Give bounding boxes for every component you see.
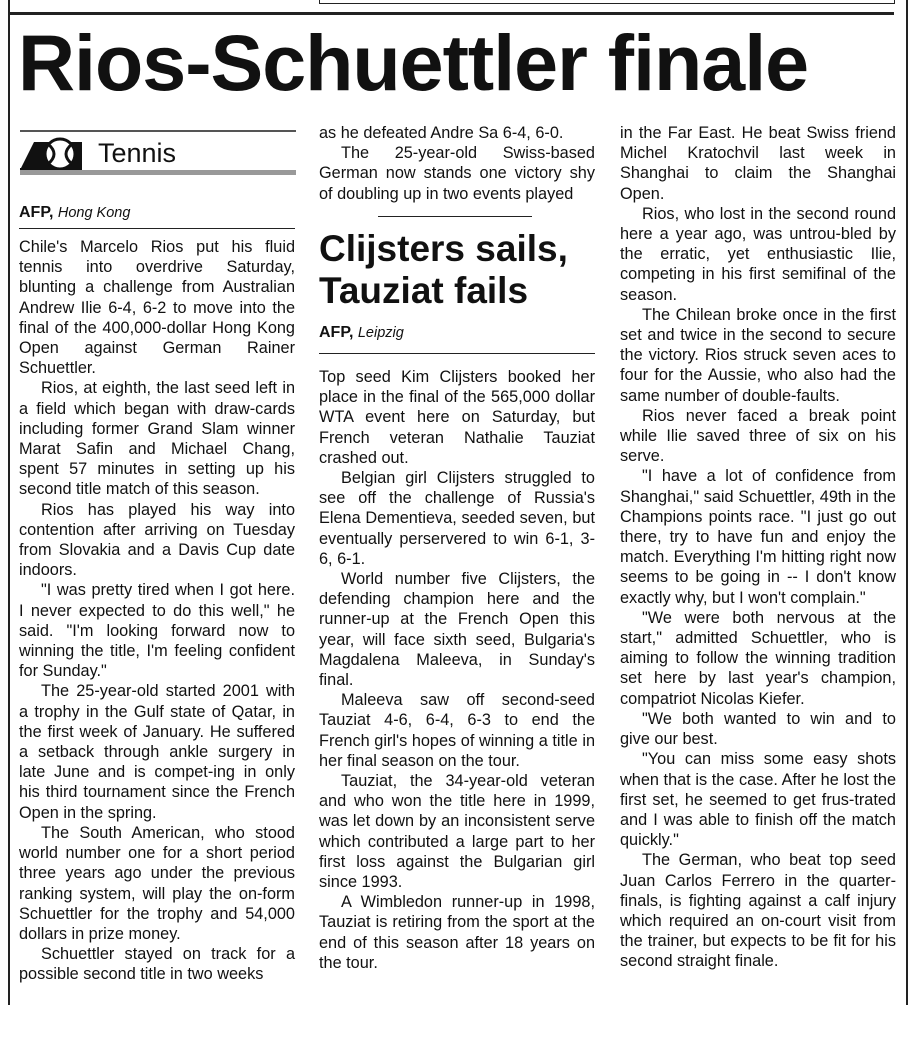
story-separator [378, 216, 532, 217]
story1-column-3 [620, 123, 896, 972]
left-border [8, 0, 10, 1005]
story2-paragraph: Belgian girl Clijsters struggled to see off the challenge of Russia's Elena Dementieva, seeded seven, but eventually perservered to win 6-1, 3-6, 6-1. [319, 469, 595, 568]
story2-paragraph: Maleeva saw off second-seed Tauziat 4-6, 6-4, 6-3 to end the French girl's hopes of winning a title in her final season on the tour. [319, 691, 595, 770]
story1-byline-rule [19, 228, 295, 229]
story1-paragraph: The 25-year-old Swiss-based German now stands one victory shy of doubling up in two events played [319, 144, 595, 203]
story1-paragraph: Rios, at eighth, the last seed left in a field which began with draw-cards including former Grand Slam winner Marat Safin and Michael Chang, spent 57 minutes in setting up his second title match of this season. [19, 379, 295, 499]
tennis-ball-icon [20, 132, 92, 172]
story1-column-1 [19, 237, 295, 985]
story1-paragraph: Rios has played his way into contention after arriving on Tuesday from Slovakia and a Davis Cup date indoors. [19, 500, 295, 580]
story1-byline [19, 204, 130, 222]
story2-paragraph: World number five Clijsters, the defending champion here and the runner-up at the French Open this year, will face sixth seed, Bulgaria's Magdalena Maleeva, in Sunday's final. [319, 570, 595, 690]
right-border [906, 0, 908, 1005]
story1-paragraph: "We both wanted to win and to give our best. [620, 709, 896, 749]
story1-paragraph: Rios never faced a break point while Ilie saved three of six on his serve. [620, 406, 896, 466]
story1-paragraph: "You can miss some easy shots when that is the case. After he lost the first set, he seemed to get frus-trated and I was able to finish off the match quickly." [620, 750, 896, 850]
story1-paragraph: "I have a lot of confidence from Shanghai," said Schuettler, 49th in the Champions points race. "I just go out there, try to have fun and enjoy the match. Everything I'm hitting right now seems to be going in -- I don't know exactly why, but I won't complain." [620, 467, 896, 607]
story2-agency: AFP, [319, 324, 354, 341]
top-rule [10, 12, 894, 15]
story2-paragraph: A Wimbledon runner-up in 1998, Tauziat is retiring from the sport at the end of this season after 18 years on the tour. [319, 893, 595, 972]
story1-paragraph: The German, who beat top seed Juan Carlos Ferrero in the quarter-finals, is fighting against a calf injury which required an on-court visit from the trainer, but expects to be fit for his second straight finale. [620, 851, 896, 971]
story1-paragraph: as he defeated Andre Sa 6-4, 6-0. [319, 124, 564, 142]
story2-headline: Clijsters sails, Tauziat fails [319, 228, 568, 311]
story2-byline-rule [319, 353, 595, 354]
story1-paragraph: in the Far East. He beat Swiss friend Michel Kratochvil last week in Shanghai to claim the Shanghai Open. [620, 124, 896, 203]
story1-paragraph: The South American, who stood world number one for a short period three years ago under the previous ranking system, will play the on-form Schuettler for the trophy and 54,000 dollars in prize money. [19, 823, 295, 943]
story2-body [319, 367, 595, 973]
story1-paragraph: Rios, who lost in the second round here a year ago, was untrou-bled by the erratic, yet enthusiastic Ilie, competing in his first semifinal of the season. [620, 204, 896, 304]
story1-paragraph: "I was pretty tired when I got here. I never expected to do this well," he said. "I'm looking forward now to winning the title, I'm feeling confident for Sunday." [19, 581, 295, 681]
story1-paragraph: Chile's Marcelo Rios put his fluid tennis into overdrive Saturday, blunting a challenge from Australian Andrew Ilie 6-4, 6-2 to move into the final of the 400,000-dollar Hong Kong Open against German Rainer Schuettler. [19, 238, 295, 378]
story2-paragraph: Tauziat, the 34-year-old veteran and who won the title here in 1999, was let down by an inconsistent serve which contributed a large part to her first loss against the Bulgarian girl since 1993. [319, 772, 595, 892]
story1-column-2 [319, 123, 595, 204]
story1-paragraph: The Chilean broke once in the first set and twice in the second to secure the victory. Rios struck seven aces to four for the Aussie, who also had the same number of double-faults. [620, 305, 896, 405]
story2-paragraph: Top seed Kim Clijsters booked her place in the final of the 565,000 dollar WTA event here on Saturday, but French veteran Nathalie Tauziat crashed out. [319, 368, 595, 467]
story2-byline [319, 324, 404, 342]
page-headline: Rios-Schuettler finale [18, 18, 809, 107]
section-rule-bottom [20, 170, 296, 175]
section-label: Tennis [98, 138, 177, 168]
story1-paragraph: Schuettler stayed on track for a possible second title in two weeks [19, 945, 295, 984]
story1-dateline: Hong Kong [57, 205, 131, 221]
section-header [20, 130, 296, 174]
story1-paragraph: "We were both nervous at the start," admitted Schuettler, who is aiming to follow the winning tradition set here by last year's champion, compatriot Nicolas Kiefer. [620, 608, 896, 708]
top-box [319, 0, 895, 4]
story2-dateline: Leipzig [357, 325, 404, 341]
story1-agency: AFP, [19, 204, 54, 221]
story1-paragraph: The 25-year-old started 2001 with a trophy in the Gulf state of Qatar, in the first week of January. He suffered a setback through ankle surgery in late June and is compet-ing in only his third tournament since the French Open in the spring. [19, 682, 295, 822]
